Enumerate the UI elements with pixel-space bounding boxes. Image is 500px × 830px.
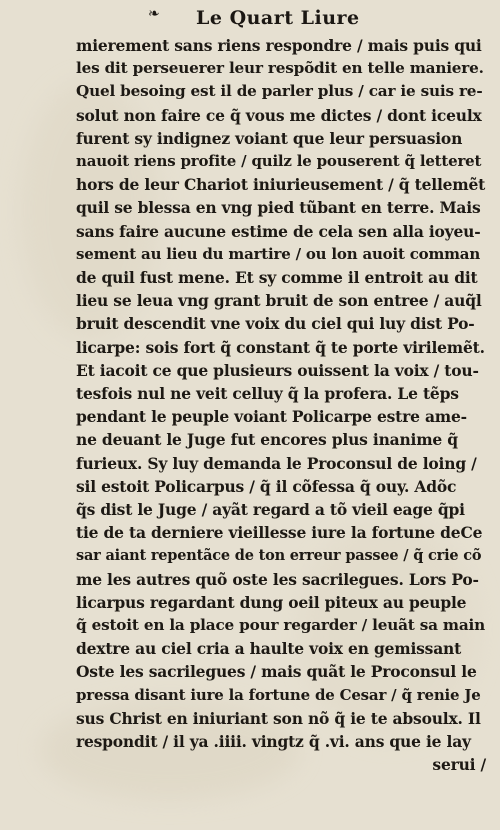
text-line: sil estoit Policarpus / q̃ il cõfessa q̃ ouy. Adõc [76, 476, 457, 496]
text-line: Quel besoing est il de parler plus / car ie suis re- [76, 82, 483, 101]
text-line: solut non faire ce q̃ vous me dictes / dont iceulx [76, 105, 482, 125]
text-line: tesfois nul ne veit celluy q̃ la profera. Le tẽps [76, 384, 459, 404]
catchword: serui / [432, 755, 486, 775]
text-line: mierement sans riens respondre / mais puis qui [76, 36, 482, 55]
text-line: quil se blessa en vng pied tũbant en terre. Mais [76, 198, 481, 218]
text-line: sar aiant repentãce de ton erreur passee / q̃ crie cõ [76, 547, 482, 565]
body-text [76, 34, 486, 777]
text-line: ne deuant le Juge fut encores plus inanime q̃ [76, 430, 458, 450]
text-line: tie de ta derniere vieillesse iure la fortune deCe [76, 523, 483, 543]
text-line: bruit descendit vne voix du ciel qui luy dist Po- [76, 314, 475, 334]
text-line: respondit / il ya .iiii. vingtz q̃ .vi. ans que ie lay [76, 732, 471, 752]
text-line: lieu se leua vng grant bruit de son entree / auq̃l [76, 291, 482, 311]
text-line: sans faire aucune estime de cela sen alla ioyeu- [76, 221, 481, 241]
text-line: hors de leur Chariot iniurieusement / q̃ tellemẽt [76, 175, 486, 195]
text-line: furieux. Sy luy demanda le Proconsul de loing / [76, 453, 477, 473]
text-line: licarpus regardant dung oeil piteux au peuple [76, 592, 467, 612]
text-line: sement au lieu du martire / ou lon auoit comman [76, 244, 481, 263]
text-line: pressa disant iure la fortune de Cesar / q̃ renie Je [76, 685, 481, 704]
text-line: nauoit riens profite / quilz le pouserent q̃ letteret [76, 152, 482, 171]
page-header [0, 6, 500, 34]
text-line: de quil fust mene. Et sy comme il entroit au dit [76, 268, 478, 288]
text-line: sus Christ en iniuriant son nõ q̃ ie te absoulx. Il [76, 708, 481, 728]
text-line: Oste les sacrilegues / mais quãt le Proconsul le [76, 662, 477, 682]
text-line: me les autres quõ oste les sacrilegues. Lors Po- [76, 569, 479, 589]
ornament-icon: ❧ [148, 6, 160, 22]
text-line: furent sy indignez voiant que leur persuasion [76, 128, 463, 148]
text-line: Et iacoit ce que plusieurs ouissent la voix / tou- [76, 360, 479, 380]
text-line: q̃ estoit en la place pour regarder / leuãt sa main [76, 616, 486, 635]
text-line: dextre au ciel cria a haulte voix en gemissant [76, 639, 462, 659]
text-line: pendant le peuple voiant Policarpe estre ame- [76, 407, 467, 427]
text-line: les dit perseuerer leur respõdit en telle maniere. [76, 59, 484, 78]
running-title: Le Quart Liure [196, 7, 360, 29]
text-line: licarpe: sois fort q̃ constant q̃ te porte virilemẽt. [76, 337, 485, 357]
text-line: q̃s dist le Juge / ayãt regard a tõ vieil eage q̃pi [76, 500, 465, 520]
